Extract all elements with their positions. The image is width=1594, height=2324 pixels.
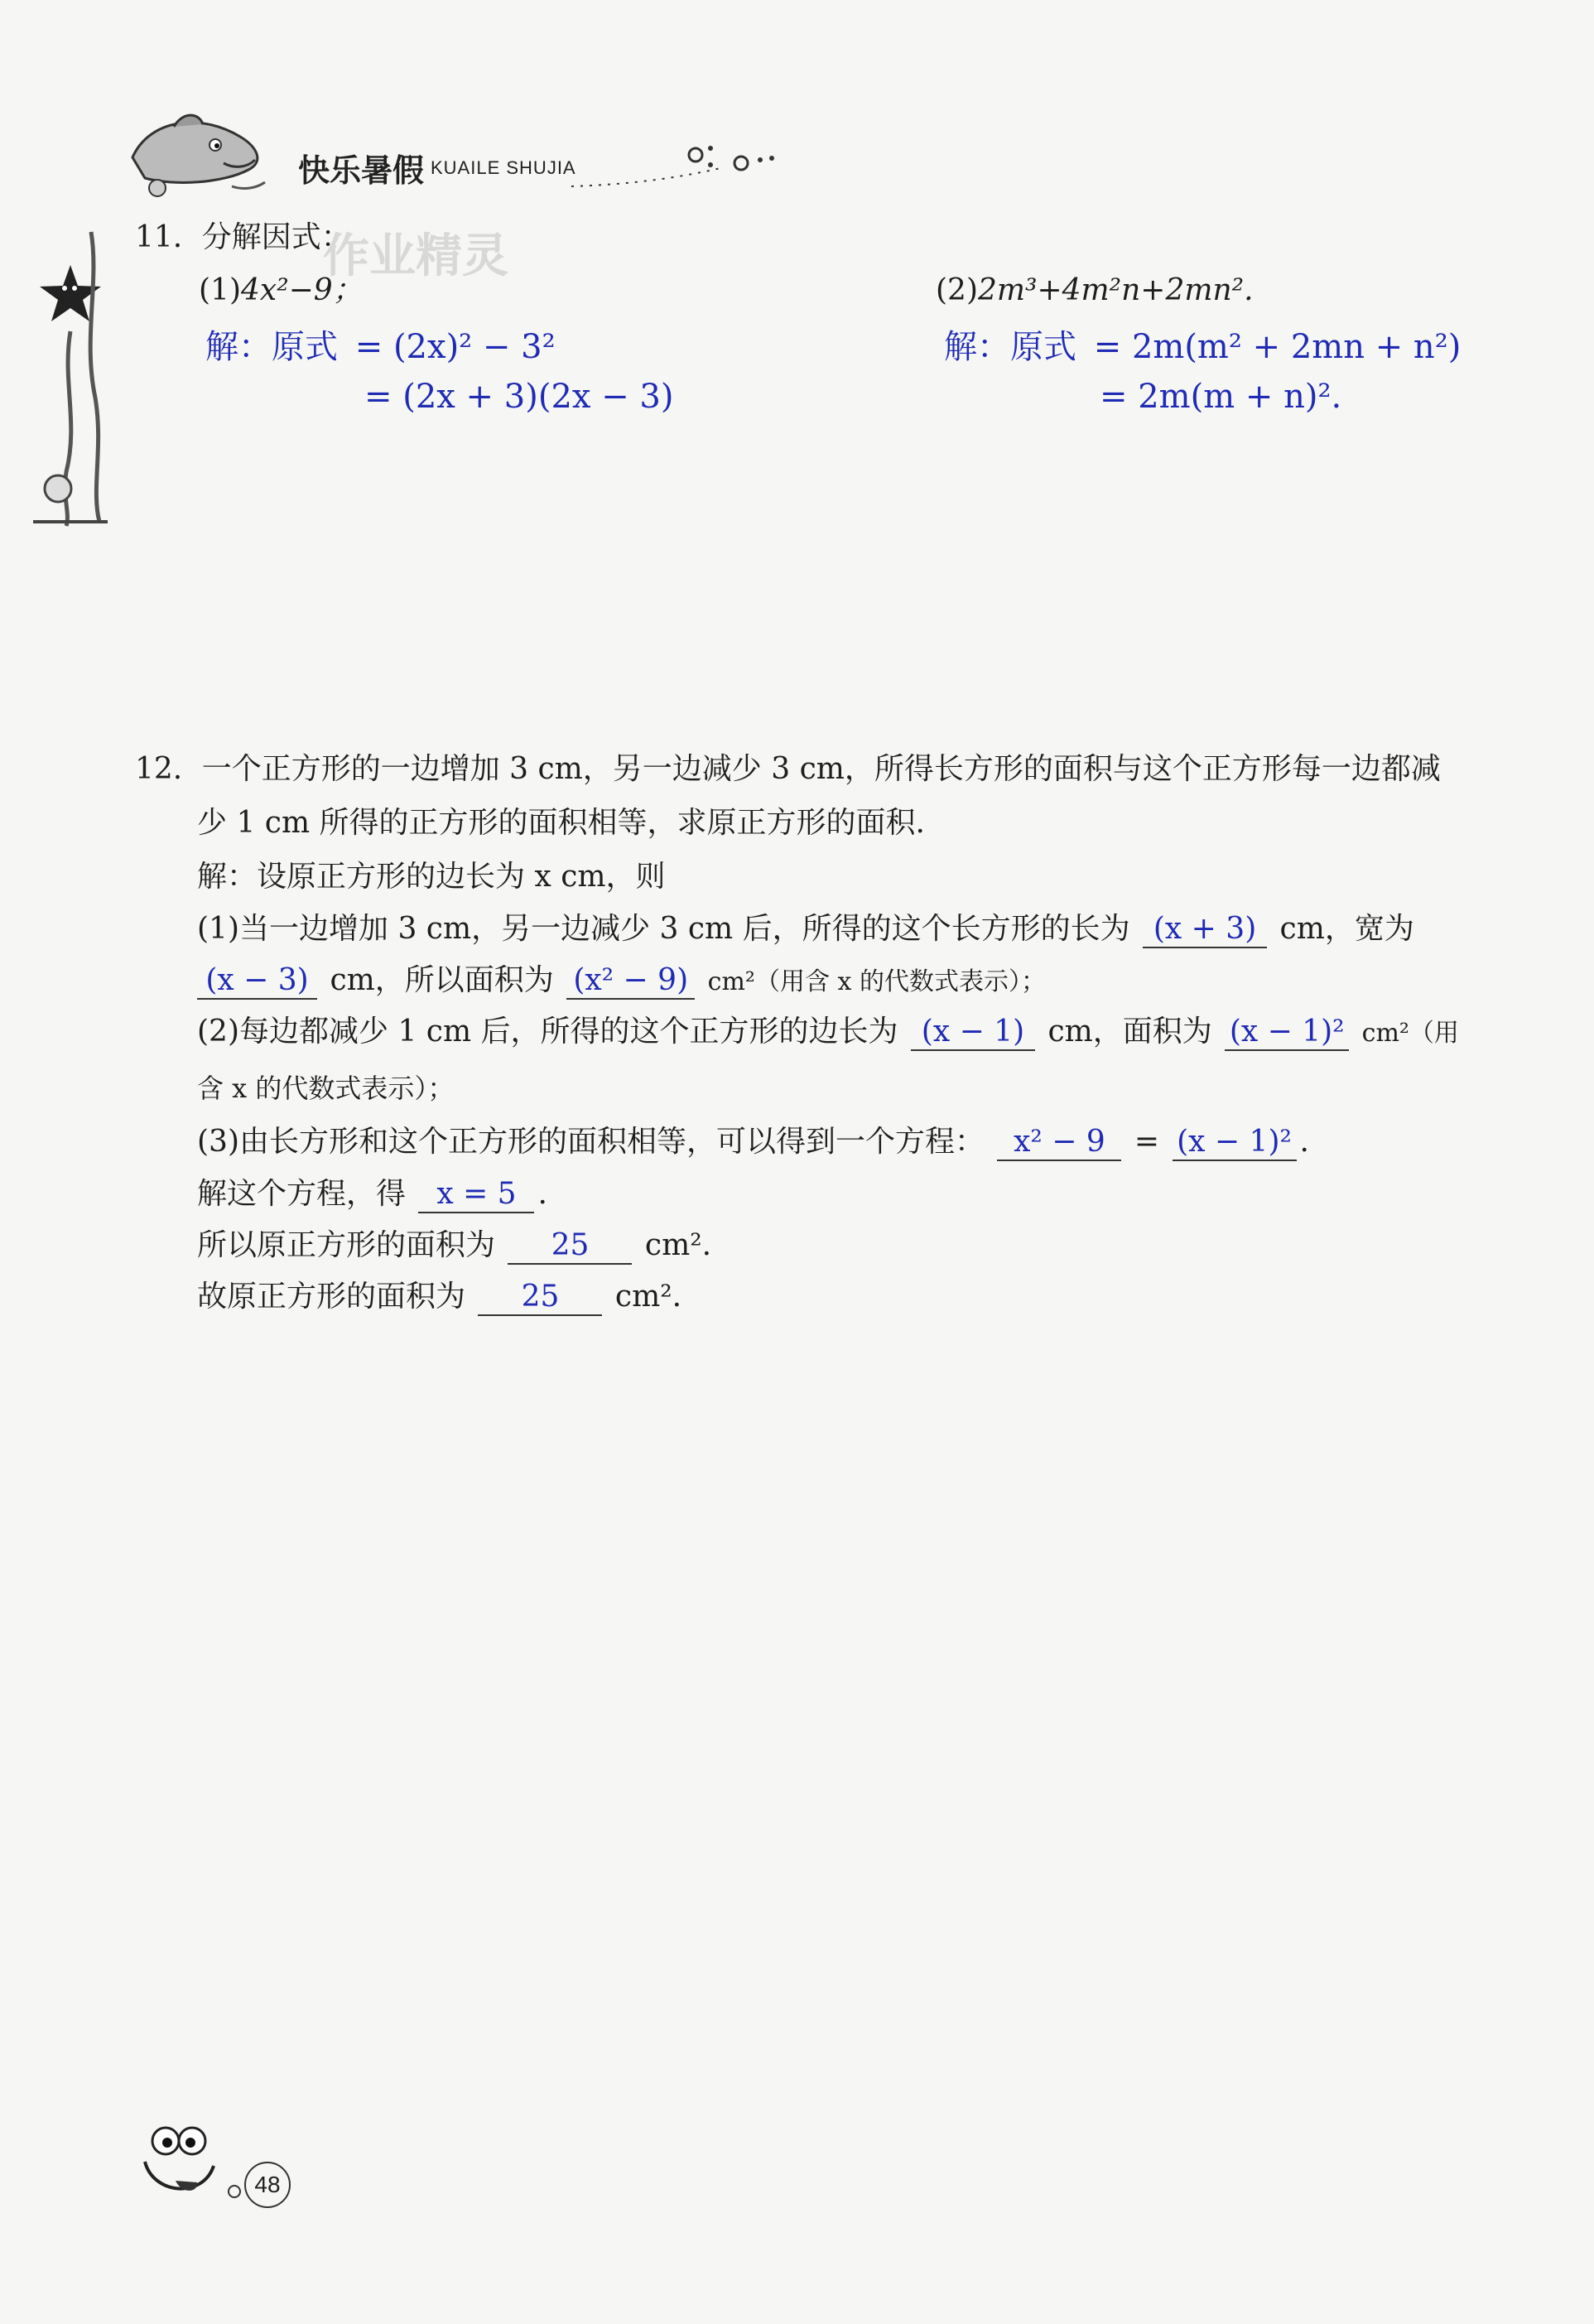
q12-solve: 解这个方程，得 x = 5 . — [197, 1174, 547, 1214]
answer-blank-equation-left[interactable]: x² − 9 — [997, 1125, 1121, 1161]
q12-solution-intro: 解：设原正方形的边长为 x cm，则 — [197, 860, 666, 894]
dolphin-mascot-icon — [124, 112, 273, 203]
watermark: 作业精灵 — [323, 229, 508, 283]
q11-stem: 11. 分解因式： — [135, 220, 351, 254]
answer-blank-area[interactable]: 25 — [508, 1228, 632, 1265]
answer-blank-square-side[interactable]: (x − 1) — [911, 1015, 1035, 1051]
answer-blank-width[interactable]: (x − 3) — [197, 963, 317, 1000]
q12-step2-line2: 含 x 的代数式表示）； — [197, 1073, 455, 1104]
q11-part1-solution-line2: = (2x + 3)(2x − 3) — [364, 378, 674, 416]
answer-blank-final-area[interactable]: 25 — [478, 1280, 602, 1316]
cartoon-face-icon — [132, 2116, 224, 2207]
answer-blank-square-area[interactable]: (x − 1)² — [1225, 1015, 1349, 1051]
q11-part2-solution-line2: = 2m(m + n)². — [1100, 378, 1342, 416]
q11-part2-solution-line1: 解：原式 = 2m(m² + 2mn + n²) — [944, 328, 1462, 366]
page-number: 48 — [254, 2172, 281, 2197]
q11-part1-question: (1)4x²−9； — [199, 273, 363, 307]
answer-blank-length[interactable]: (x + 3) — [1143, 912, 1267, 948]
q12-area: 所以原正方形的面积为 25 cm². — [197, 1226, 711, 1266]
answer-blank-rect-area[interactable]: (x² − 9) — [566, 963, 695, 1000]
bubble-dots-icon — [571, 137, 787, 195]
page-number-circle — [244, 2162, 291, 2208]
q12-step1-line2: (x − 3) cm，所以面积为 (x² − 9) cm²（用含 x 的代数式表示）； — [197, 961, 1046, 1002]
page-number-dot — [228, 2185, 241, 2198]
header-banner — [124, 112, 787, 203]
q12-final: 故原正方形的面积为 25 cm². — [197, 1277, 681, 1317]
q12-step1-line1: (1)当一边增加 3 cm，另一边减少 3 cm 后，所得的这个长方形的长为 (x + 3) cm，宽为 — [197, 909, 1414, 949]
seaweed-starfish-icon — [25, 215, 116, 530]
q12-step3: (3)由长方形和这个正方形的面积相等，可以得到一个方程： x² − 9 = (x − 1)² . — [197, 1122, 1309, 1162]
q12-step2-line1: (2)每边都减少 1 cm 后，所得的这个正方形的边长为 (x − 1) cm，面积为 (x − 1)² cm²（用 — [197, 1012, 1459, 1054]
q12-stem-line1: 12. 一个正方形的一边增加 3 cm，另一边减少 3 cm，所得长方形的面积与这个正方形每一边都减 — [135, 752, 1441, 786]
q11-part1-solution-line1: 解：原式 = (2x)² − 3² — [205, 328, 556, 366]
header-title-en: KUAILE SHUJIA — [431, 157, 576, 178]
answer-blank-solution[interactable]: x = 5 — [418, 1177, 534, 1213]
header-title-cn: 快乐暑假 — [298, 152, 425, 189]
q11-part2-question: (2)2m³+4m²n+2mn². — [936, 273, 1254, 307]
q12-stem-line2: 少 1 cm 所得的正方形的面积相等，求原正方形的面积. — [197, 806, 925, 840]
answer-blank-equation-right[interactable]: (x − 1)² — [1173, 1125, 1297, 1161]
